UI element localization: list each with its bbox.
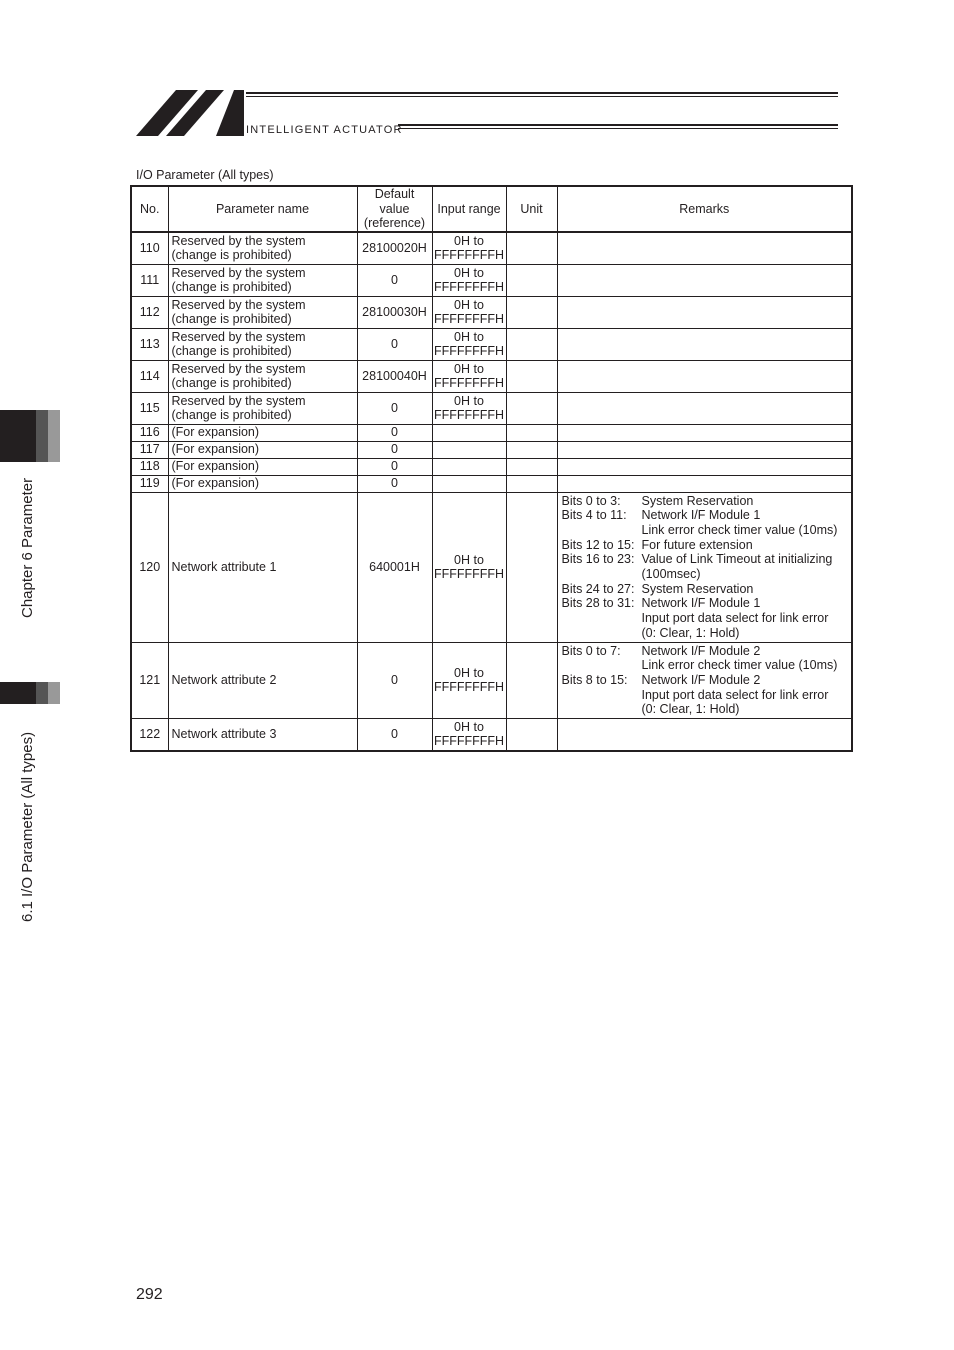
cell-default-value: 0 bbox=[357, 441, 432, 458]
remarks-bits-label: Bits 12 to 15: bbox=[561, 537, 635, 552]
remarks-description: System Reservation bbox=[641, 581, 754, 596]
header-rule bbox=[246, 92, 838, 94]
cell-remarks bbox=[557, 492, 852, 642]
cell-remarks bbox=[557, 458, 852, 475]
remarks-bits-label: Bits 0 to 7: bbox=[561, 643, 621, 658]
remarks-bits-label bbox=[562, 523, 642, 538]
cell-parameter-name: Reserved by the system (change is prohibited) bbox=[168, 232, 357, 264]
column-header-unit: Unit bbox=[506, 186, 557, 232]
remarks-bits-label: Bits 8 to 15: bbox=[561, 672, 628, 687]
cell-default-value: 0 bbox=[357, 458, 432, 475]
remarks-description: Network I/F Module 2 bbox=[641, 643, 761, 658]
cell-input-range: 0H to FFFFFFFFH bbox=[432, 642, 506, 719]
table-row bbox=[131, 719, 852, 751]
cell-no: 117 bbox=[131, 441, 168, 458]
cell-parameter-name: (For expansion) bbox=[168, 424, 357, 441]
cell-no: 121 bbox=[131, 642, 168, 719]
remarks-bits-label bbox=[562, 688, 642, 703]
remarks-description: Link error check timer value (10ms) bbox=[641, 522, 838, 537]
remarks-description: Input port data select for link error bbox=[641, 611, 829, 626]
header-rule bbox=[398, 128, 838, 129]
remarks-description: Network I/F Module 1 bbox=[641, 596, 761, 611]
cell-parameter-name: Network attribute 3 bbox=[168, 719, 357, 751]
remarks-bits-label bbox=[562, 567, 642, 582]
io-parameter-table bbox=[130, 185, 853, 752]
remarks-bits-label: Bits 28 to 31: bbox=[561, 596, 635, 611]
cell-default-value: 28100030H bbox=[357, 296, 432, 328]
remarks-description: Network I/F Module 2 bbox=[641, 672, 761, 687]
column-header-no: No. bbox=[131, 186, 168, 232]
cell-unit bbox=[506, 642, 557, 719]
cell-input-range: 0H to FFFFFFFFH bbox=[433, 361, 505, 390]
remarks-bits-label bbox=[562, 611, 642, 626]
cell-input-range: 0H to FFFFFFFFH bbox=[433, 265, 505, 294]
ia-logo-icon bbox=[136, 90, 246, 136]
table-row bbox=[131, 296, 852, 328]
section-side-label: 6.1 I/O Parameter (All types) bbox=[19, 731, 36, 922]
cell-no: 110 bbox=[131, 232, 168, 264]
column-header-input-range: Input range bbox=[432, 186, 506, 232]
remarks-description: Input port data select for link error bbox=[641, 687, 829, 702]
cell-remarks bbox=[557, 328, 852, 360]
cell-default-value: 0 bbox=[357, 642, 432, 719]
cell-unit bbox=[506, 458, 557, 475]
remarks-bits-label: Bits 0 to 3: bbox=[561, 493, 621, 508]
remarks-bits-label: Bits 24 to 27: bbox=[561, 581, 635, 596]
cell-parameter-name: Network attribute 2 bbox=[168, 642, 357, 719]
table-caption: I/O Parameter (All types) bbox=[136, 168, 274, 182]
cell-unit bbox=[506, 296, 557, 328]
cell-input-range bbox=[432, 441, 506, 458]
table-row bbox=[131, 458, 852, 475]
cell-unit bbox=[506, 360, 557, 392]
cell-unit bbox=[506, 392, 557, 424]
cell-unit bbox=[506, 492, 557, 642]
remarks-description: Link error check timer value (10ms) bbox=[641, 658, 838, 673]
cell-remarks bbox=[557, 424, 852, 441]
cell-default-value: 0 bbox=[357, 475, 432, 492]
cell-remarks bbox=[557, 264, 852, 296]
cell-remarks bbox=[557, 441, 852, 458]
cell-default-value: 28100020H bbox=[357, 232, 432, 264]
table-row bbox=[131, 264, 852, 296]
cell-no: 115 bbox=[131, 392, 168, 424]
cell-unit bbox=[506, 719, 557, 751]
cell-default-value: 0 bbox=[357, 424, 432, 441]
cell-remarks bbox=[557, 392, 852, 424]
remarks-bits-label: Bits 4 to 11: bbox=[561, 508, 627, 523]
cell-default-value: 0 bbox=[357, 264, 432, 296]
table-row bbox=[131, 492, 852, 642]
table-row bbox=[131, 232, 852, 264]
header-rule bbox=[246, 96, 838, 97]
cell-input-range: 0H to FFFFFFFFH bbox=[432, 719, 506, 751]
cell-parameter-name: Reserved by the system (change is prohibited) bbox=[168, 328, 357, 360]
cell-no: 118 bbox=[131, 458, 168, 475]
remarks-description: Network I/F Module 1 bbox=[641, 508, 761, 523]
cell-no: 111 bbox=[131, 264, 168, 296]
table-row bbox=[131, 441, 852, 458]
remarks-description: System Reservation bbox=[641, 493, 754, 508]
cell-parameter-name: (For expansion) bbox=[168, 475, 357, 492]
cell-remarks bbox=[557, 475, 852, 492]
remarks-description: For future extension bbox=[641, 537, 753, 552]
cell-no: 112 bbox=[131, 296, 168, 328]
cell-default-value: 28100040H bbox=[357, 360, 432, 392]
cell-parameter-name: Network attribute 1 bbox=[168, 492, 357, 642]
cell-parameter-name: Reserved by the system (change is prohibited) bbox=[168, 264, 357, 296]
brand-name: INTELLIGENT ACTUATOR bbox=[246, 124, 403, 136]
cell-default-value: 0 bbox=[357, 328, 432, 360]
table-row bbox=[131, 642, 852, 719]
cell-parameter-name: Reserved by the system (change is prohibited) bbox=[168, 360, 357, 392]
table-row bbox=[131, 392, 852, 424]
cell-input-range: 0H to FFFFFFFFH bbox=[433, 329, 505, 358]
cell-parameter-name: (For expansion) bbox=[168, 458, 357, 475]
cell-remarks bbox=[557, 232, 852, 264]
remarks-bits-label: Bits 16 to 23: bbox=[561, 552, 635, 567]
cell-default-value: 640001H bbox=[357, 492, 432, 642]
cell-no: 119 bbox=[131, 475, 168, 492]
cell-remarks bbox=[557, 642, 852, 719]
cell-default-value: 0 bbox=[357, 719, 432, 751]
cell-input-range: 0H to FFFFFFFFH bbox=[433, 393, 505, 422]
cell-unit bbox=[506, 441, 557, 458]
cell-no: 113 bbox=[131, 328, 168, 360]
cell-parameter-name: (For expansion) bbox=[168, 441, 357, 458]
chapter-tab-marker bbox=[0, 410, 60, 462]
table-row bbox=[131, 424, 852, 441]
remarks-description: Value of Link Timeout at initializing bbox=[641, 552, 833, 567]
cell-parameter-name: Reserved by the system (change is prohibited) bbox=[168, 296, 357, 328]
cell-default-value: 0 bbox=[357, 392, 432, 424]
remarks-description: (0: Clear, 1: Hold) bbox=[641, 625, 740, 640]
column-header-remarks: Remarks bbox=[557, 186, 852, 232]
cell-unit bbox=[506, 328, 557, 360]
cell-no: 116 bbox=[131, 424, 168, 441]
cell-input-range bbox=[432, 475, 506, 492]
cell-unit bbox=[506, 424, 557, 441]
cell-unit bbox=[506, 264, 557, 296]
column-header-parameter-name: Parameter name bbox=[168, 186, 357, 232]
cell-no: 122 bbox=[131, 719, 168, 751]
remarks-bits-label bbox=[562, 658, 642, 673]
cell-parameter-name: Reserved by the system (change is prohibited) bbox=[168, 392, 357, 424]
cell-unit bbox=[506, 232, 557, 264]
cell-remarks bbox=[557, 719, 852, 751]
remarks-description: (100msec) bbox=[641, 567, 701, 582]
cell-unit bbox=[506, 475, 557, 492]
table-row bbox=[131, 360, 852, 392]
header-rule bbox=[398, 124, 838, 126]
cell-input-range: 0H to FFFFFFFFH bbox=[433, 233, 505, 263]
cell-input-range bbox=[432, 458, 506, 475]
cell-input-range bbox=[432, 424, 506, 441]
cell-input-range: 0H to FFFFFFFFH bbox=[433, 297, 505, 326]
table-row bbox=[131, 328, 852, 360]
remarks-bits-label bbox=[562, 626, 642, 641]
cell-remarks bbox=[557, 360, 852, 392]
cell-no: 114 bbox=[131, 360, 168, 392]
table-row bbox=[131, 475, 852, 492]
page-number: 292 bbox=[136, 1286, 163, 1303]
cell-no: 120 bbox=[131, 492, 168, 642]
section-tab-marker bbox=[0, 682, 60, 704]
remarks-bits-label bbox=[562, 702, 642, 717]
cell-remarks bbox=[557, 296, 852, 328]
column-header-default-value: Default value (reference) bbox=[357, 186, 432, 232]
cell-input-range: 0H to FFFFFFFFH bbox=[432, 492, 506, 642]
chapter-side-label: Chapter 6 Parameter bbox=[19, 477, 36, 618]
remarks-description: (0: Clear, 1: Hold) bbox=[641, 702, 740, 717]
